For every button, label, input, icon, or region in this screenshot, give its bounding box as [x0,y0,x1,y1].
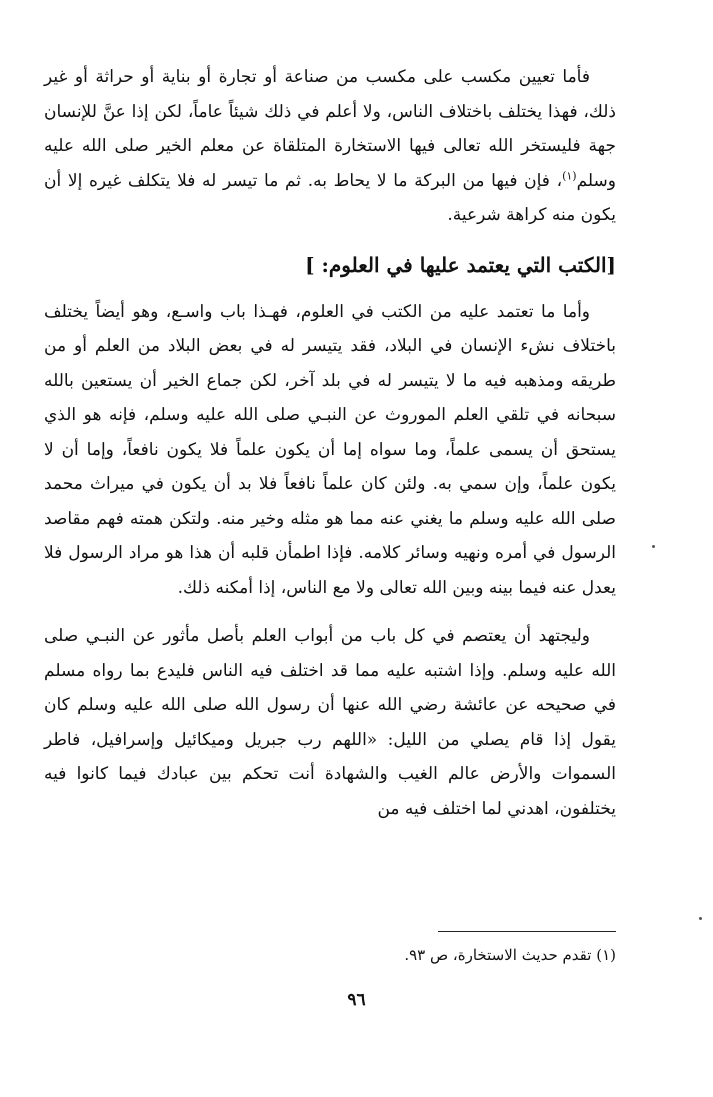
paragraph-3 [44,619,616,826]
footnote: (١) تقدم حديث الاستخارة، ص ٩٣. [404,946,616,964]
footnote-reference: (١) [562,168,577,182]
paragraph-2-text: وأما ما تعتمد عليه من الكتب في العلوم، فهـذا باب واسـع، وهو أيضاً يختلف باختلاف نشء الإنسان في البلاد، فقد يتيسر له في بعض البلاد من العلم أو من طريقه ومذهبه فيه ما لا يتيسر له في بلد آخر، لكن جماع الخير أن يستعين بالله سبحانه في تلقي العلم الموروث عن النبـي صلى الله عليه وسلم، فإنه هو الذي يستحق أن يسمى علماً، وما سواه إما أن يكون علماً فلا يكون نافعاً، وإما أن لا يكون علماً، وإن سمي به. ولئن كان علماً نافعاً فلا بد أن يكون في ميراث محمد صلى الله عليه وسلم ما يغني عنه مما هو مثله وخير منه. ولتكن همته فهم مقاصد الرسول في أمره ونهيه وسائر كلامه. فإذا اطمأن قلبه أن هذا هو مراد الرسول فلا يعدل عنه فيما بينه وبين الله تعالى ولا مع الناس، إذا أمكنه ذلك. [44,301,616,598]
paragraph-1-text: فأما تعيين مكسب على مكسب من صناعة أو تجارة أو بناية أو حراثة أو غير ذلك، فهذا يختلف باختلاف الناس، ولا أعلم في ذلك شيئاً عاماً، لكن إذا عنَّ للإنسان جهة فليستخر الله تعالى فيها الاستخارة المتلقاة عن معلم الخير صلى الله عليه وسلم [44,67,616,191]
paragraph-3-text: وليجتهد أن يعتصم في كل باب من أبواب العلم بأصل مأثور عن النبـي صلى الله عليه وسلم. وإذا اشتبه عليه مما قد اختلف فيه الناس فليدع بما رواه مسلم في صحيحه عن عائشة رضي الله عنها أن رسول الله صلى الله عليه وسلم كان يقول إذا قام يصلي من الليل: «اللهم رب جبريل وميكائيل وإسرافيل، فاطر السموات والأرض عالم الغيب والشهادة أنت تحكم بين عبادك فيما كانوا فيه يختلفون، اهدني لما اختلف فيه من [44,626,616,819]
section-heading: [الكتب التي يعتمد عليها في العلوم: ] [305,252,616,277]
paragraph-1-text-continued: ، فإن فيها من البركة ما لا يحاط به. ثم ما تيسر له فلا يتكلف غيره إلا أن يكون منه كراهة شرعية. [44,170,616,225]
page-number: ٩٦ [347,990,366,1010]
page-body [44,60,616,826]
paragraph-1 [44,60,616,233]
footnote-divider [438,931,616,932]
scan-speck [652,545,655,548]
scan-speck [699,917,702,920]
paragraph-2 [44,295,616,606]
